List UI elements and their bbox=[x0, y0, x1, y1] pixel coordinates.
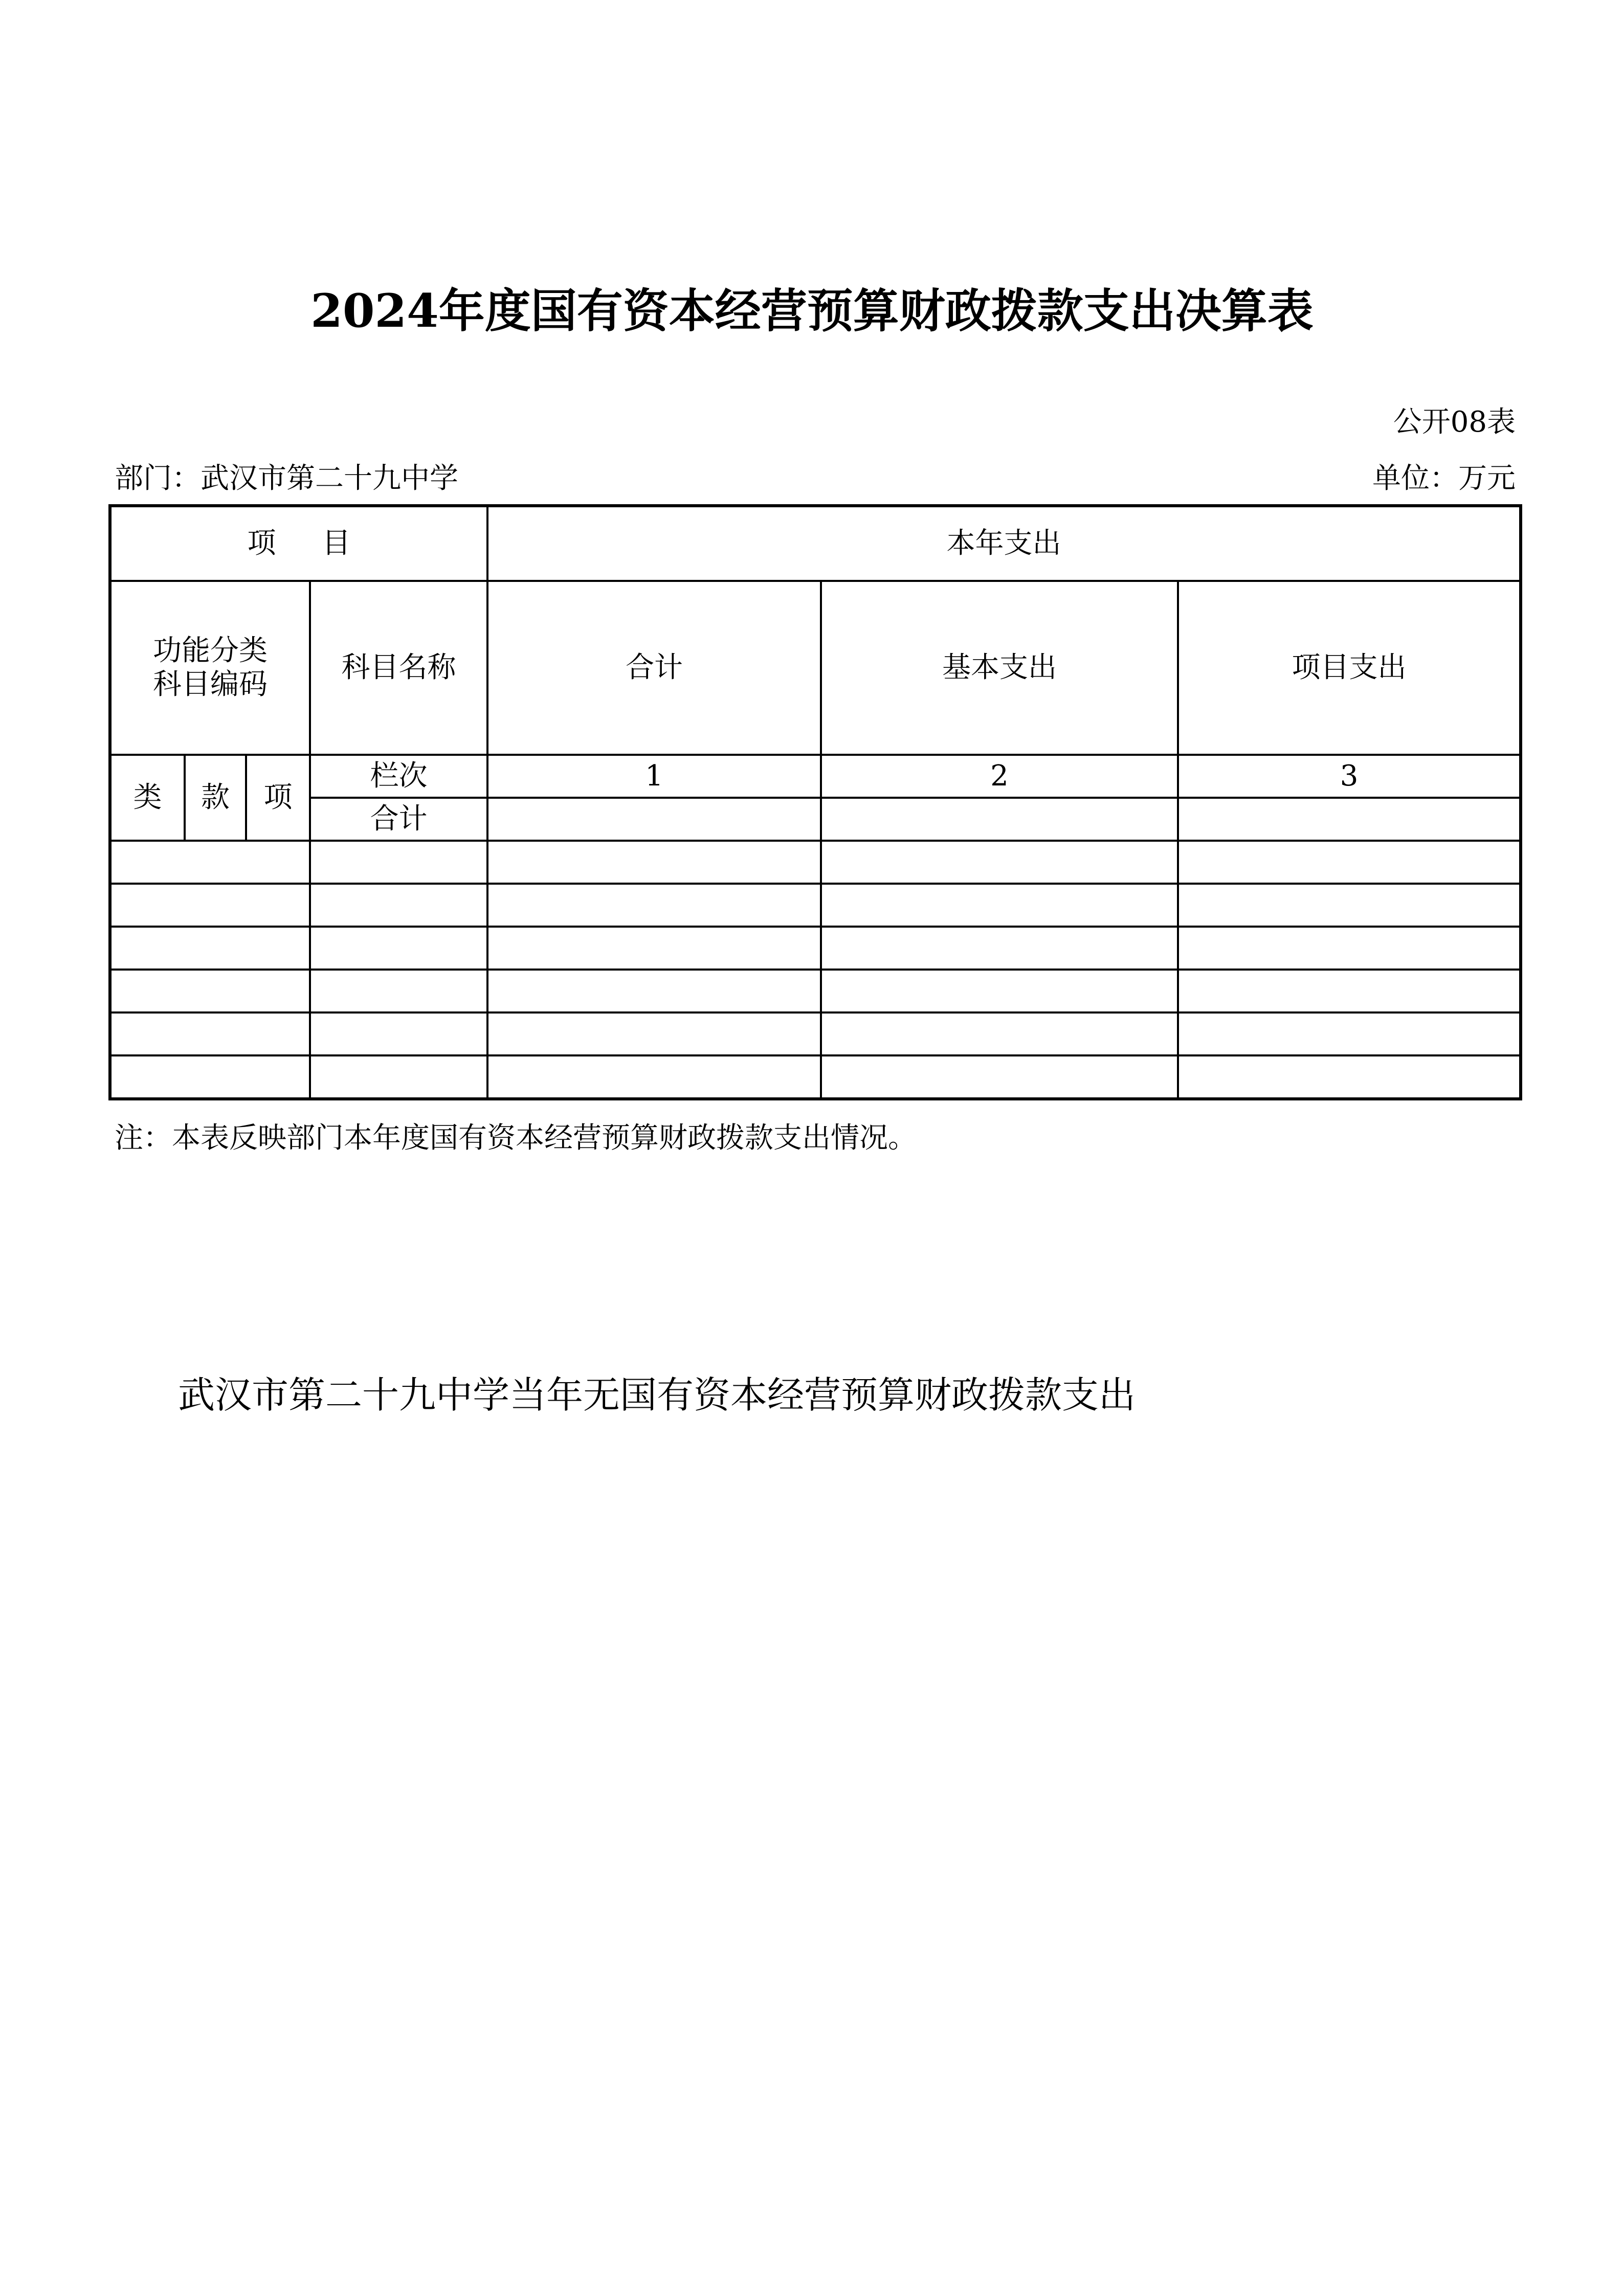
total-row-label: 合计 bbox=[310, 798, 487, 841]
table-cell bbox=[487, 970, 821, 1012]
code-col-lei: 类 bbox=[110, 755, 185, 841]
table-cell bbox=[487, 1012, 821, 1055]
table-cell bbox=[310, 1055, 487, 1099]
table-cell bbox=[310, 1012, 487, 1055]
table-header-row bbox=[110, 506, 1521, 581]
total-cell bbox=[1178, 798, 1521, 841]
subheader-total: 合计 bbox=[487, 581, 821, 755]
table-row bbox=[110, 841, 1521, 884]
column-number-3: 3 bbox=[1178, 755, 1521, 798]
table-cell bbox=[310, 970, 487, 1012]
subheader-func-code: 功能分类 科目编码 bbox=[110, 581, 310, 755]
subheader-subject-name: 科目名称 bbox=[310, 581, 487, 755]
table-row bbox=[110, 970, 1521, 1012]
subheader-basic: 基本支出 bbox=[821, 581, 1178, 755]
total-cell bbox=[487, 798, 821, 841]
table-cell bbox=[821, 884, 1178, 927]
table-cell bbox=[110, 1055, 310, 1099]
table-cell bbox=[487, 884, 821, 927]
total-cell bbox=[821, 798, 1178, 841]
table-cell bbox=[1178, 970, 1521, 1012]
table-cell bbox=[487, 1055, 821, 1099]
table-cell bbox=[110, 841, 310, 884]
table-cell bbox=[1178, 884, 1521, 927]
no-expenditure-statement: 武汉市第二十九中学当年无国有资本经营预算财政拨款支出 bbox=[178, 1374, 1136, 1416]
table-cell bbox=[821, 1055, 1178, 1099]
expenditure-table bbox=[108, 504, 1522, 1100]
table-cell bbox=[821, 1012, 1178, 1055]
table-row bbox=[110, 884, 1521, 927]
table-cell bbox=[1178, 1012, 1521, 1055]
column-number-row bbox=[110, 755, 1521, 798]
column-number-2: 2 bbox=[821, 755, 1178, 798]
table-cell bbox=[310, 884, 487, 927]
table-cell bbox=[487, 841, 821, 884]
table-cell bbox=[110, 884, 310, 927]
column-row-label: 栏次 bbox=[310, 755, 487, 798]
table-cell bbox=[310, 841, 487, 884]
column-number-1: 1 bbox=[487, 755, 821, 798]
table-row bbox=[110, 1055, 1521, 1099]
table-row bbox=[110, 927, 1521, 970]
table-subheader-row bbox=[110, 581, 1521, 755]
table-cell bbox=[110, 1012, 310, 1055]
subheader-project: 项目支出 bbox=[1178, 581, 1521, 755]
table-cell bbox=[110, 927, 310, 970]
header-current-year: 本年支出 bbox=[487, 506, 1521, 581]
total-row bbox=[110, 798, 1521, 841]
form-number: 公开08表 bbox=[1393, 406, 1516, 439]
table-cell bbox=[1178, 927, 1521, 970]
table-note: 注：本表反映部门本年度国有资本经营预算财政拨款支出情况。 bbox=[115, 1121, 917, 1155]
table-cell bbox=[821, 841, 1178, 884]
table-cell bbox=[1178, 841, 1521, 884]
table-cell bbox=[487, 927, 821, 970]
table-cell bbox=[821, 927, 1178, 970]
code-col-kuan: 款 bbox=[185, 755, 246, 841]
code-col-xiang: 项 bbox=[246, 755, 310, 841]
table-row bbox=[110, 1012, 1521, 1055]
department-label: 部门：武汉市第二十九中学 bbox=[115, 462, 458, 495]
table-cell bbox=[821, 970, 1178, 1012]
header-item: 项目 bbox=[110, 506, 487, 581]
page-title: 2024年度国有资本经营预算财政拨款支出决算表 bbox=[310, 284, 1314, 338]
table-cell bbox=[310, 927, 487, 970]
table-cell bbox=[1178, 1055, 1521, 1099]
unit-label: 单位：万元 bbox=[1372, 462, 1516, 495]
table-cell bbox=[110, 970, 310, 1012]
